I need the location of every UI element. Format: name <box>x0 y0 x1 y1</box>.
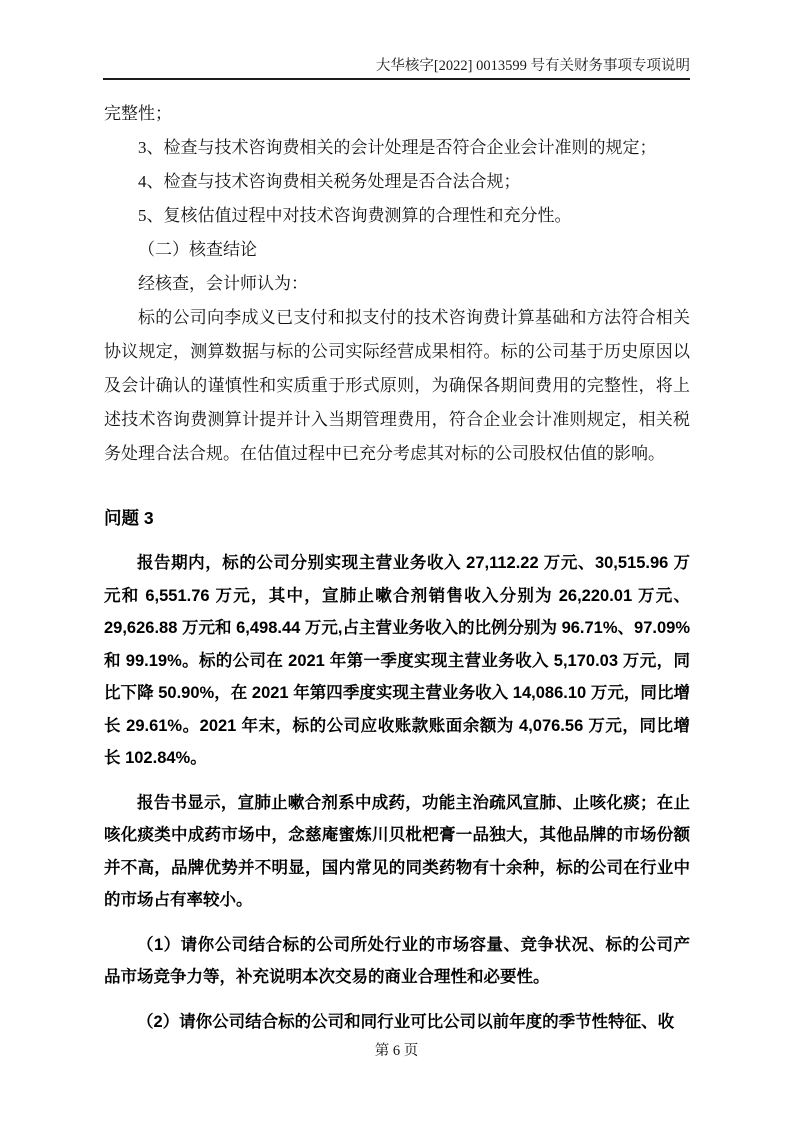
lead-in-paragraph: 经核查，会计师认为： <box>138 274 308 293</box>
list-item-3: 3、检查与技术咨询费相关的会计处理是否符合企业会计准则的规定； <box>138 138 657 157</box>
question-3-subquestion-2: （2）请你公司结合标的公司和同行业可比公司以前年度的季节性特征、收 <box>137 1012 675 1031</box>
question-3-paragraph-market: 报告书显示，宣肺止嗽合剂系中成药，功能主治疏风宣肺、止咳化痰；在止咳化痰类中成药市场中，念慈庵蜜炼川贝枇杷膏一品独大，其他品牌的市场份额并不高，品牌优势并不明显，国内常见的同类药物有十余种，标的公司在行业中的市场占有率较小。 <box>104 793 690 909</box>
paragraph-carryover: 完整性； <box>104 104 172 123</box>
conclusion-paragraph: 标的公司向李成义已支付和拟支付的技术咨询费计算基础和方法符合相关协议规定，测算数据与标的公司实际经营成果相符。标的公司基于历史原因以及会计确认的谨慎性和实质重于形式原则，为确保各期间费用的完整性，将上述技术咨询费测算计提并计入当期管理费用，符合企业会计准则规定，相关税务处理合法合规。在估值过程中已充分考虑其对标的公司股权估值的影响。 <box>104 308 690 463</box>
subsection-heading: （二）核查结论 <box>138 240 257 259</box>
document-body <box>104 97 690 1038</box>
question-3-subquestion-1: （1）请你公司结合标的公司所处行业的市场容量、竞争状况、标的公司产品市场竞争力等，补充说明本次交易的商业合理性和必要性。 <box>104 935 690 986</box>
list-item-5: 5、复核估值过程中对技术咨询费测算的合理性和充分性。 <box>138 206 572 225</box>
question-3-paragraph-revenue: 报告期内，标的公司分别实现主营业务收入 27,112.22 万元、30,515.96 万元和 6,551.76 万元，其中，宣肺止嗽合剂销售收入分别为 26,220.01 万元、29,626.88 万元和 6,498.44 万元,占主营业务收入的比例分别为 96.71%、97.09%和 99.19%。标的公司在 2021 年第一季度实现主营业务收入 5,170.03 万元，同比下降 50.90%，在 2021 年第四季度实现主营业务收入 14,086.10 万元，同比增长 29.61%。2021 年末，标的公司应收账款账面余额为 4,076.56 万元，同比增长 102.84%。 <box>104 554 690 767</box>
header-divider <box>103 78 690 80</box>
question-3-heading: 问题 3 <box>104 508 154 528</box>
document-header: 大华核字[2022] 0013599 号有关财务事项专项说明 <box>375 58 690 74</box>
list-item-4: 4、检查与技术咨询费相关税务处理是否合法合规； <box>138 172 521 191</box>
page-number: 第 6 页 <box>374 1043 419 1059</box>
